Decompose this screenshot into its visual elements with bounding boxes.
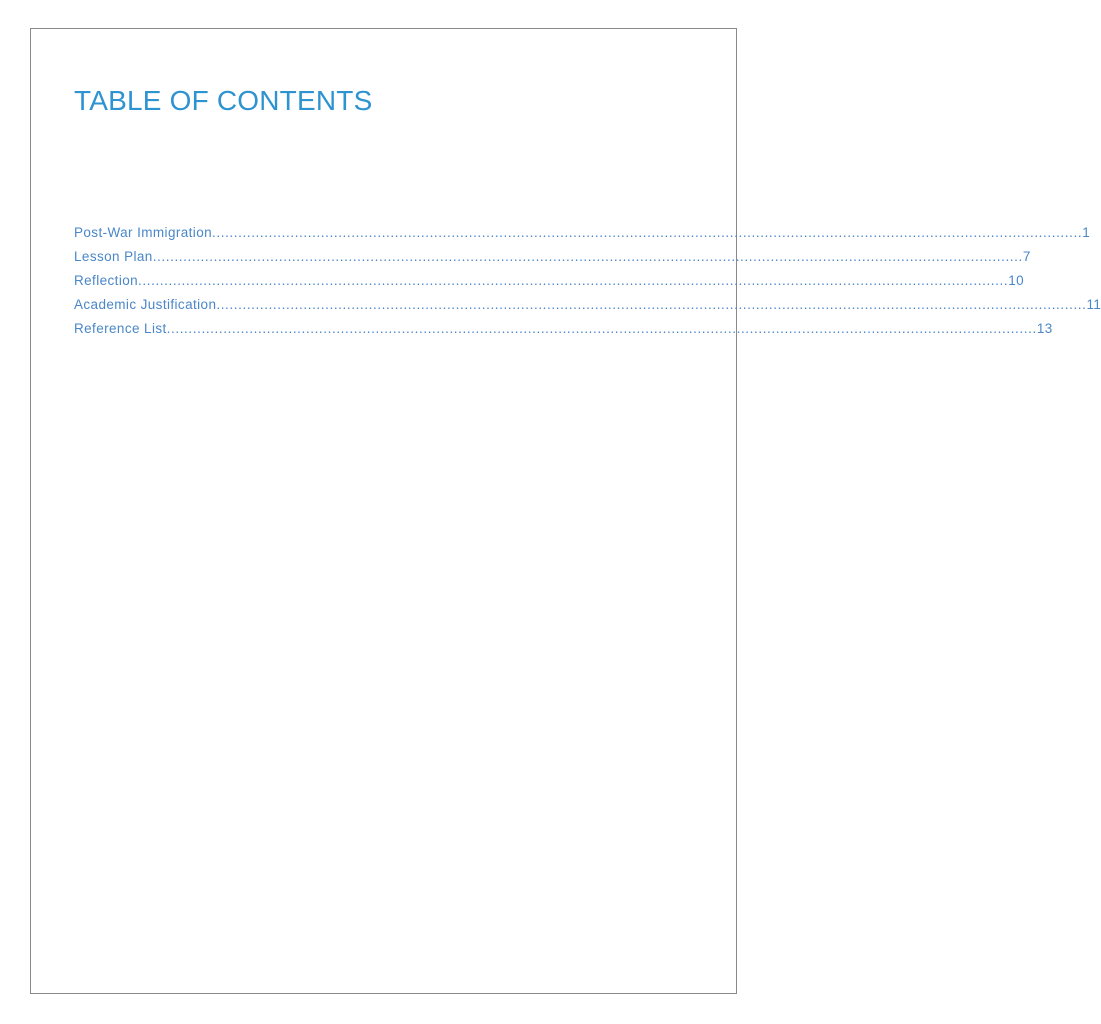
toc-entry-label: Reference List <box>74 321 167 336</box>
toc-entry-label: Reflection <box>74 273 139 288</box>
toc-page-number: 10 <box>1008 273 1025 288</box>
toc-dot-leader: ........................................................................................................................................................................................................ <box>166 321 1037 336</box>
toc-dot-leader: ........................................................................................................................................................................................................ <box>216 297 1087 312</box>
toc-page-number: 1 <box>1082 225 1091 240</box>
page-title: TABLE OF CONTENTS <box>74 85 373 116</box>
toc-entry-label: Academic Justification <box>74 297 217 312</box>
toc-entry-lesson-plan[interactable] <box>74 249 1031 273</box>
document-page <box>30 28 1101 994</box>
table-of-contents <box>74 225 1101 345</box>
toc-entry-reflection[interactable] <box>74 273 1025 297</box>
toc-dot-leader: ........................................................................................................................................................................................................ <box>138 273 1009 288</box>
toc-entry-reference-list[interactable] <box>74 321 1053 345</box>
toc-page-number: 13 <box>1036 321 1053 336</box>
toc-dot-leader: ........................................................................................................................................................................................................ <box>212 225 1083 240</box>
toc-page-number: 11 <box>1086 297 1101 312</box>
toc-entry-label: Post-War Immigration <box>74 225 213 240</box>
toc-dot-leader: ........................................................................................................................................................................................................ <box>152 249 1023 264</box>
toc-entry-post-war-immigration[interactable] <box>74 225 1091 249</box>
toc-page-number: 7 <box>1022 249 1031 264</box>
toc-entry-label: Lesson Plan <box>74 249 153 264</box>
toc-entry-academic-justification[interactable] <box>74 297 1101 321</box>
